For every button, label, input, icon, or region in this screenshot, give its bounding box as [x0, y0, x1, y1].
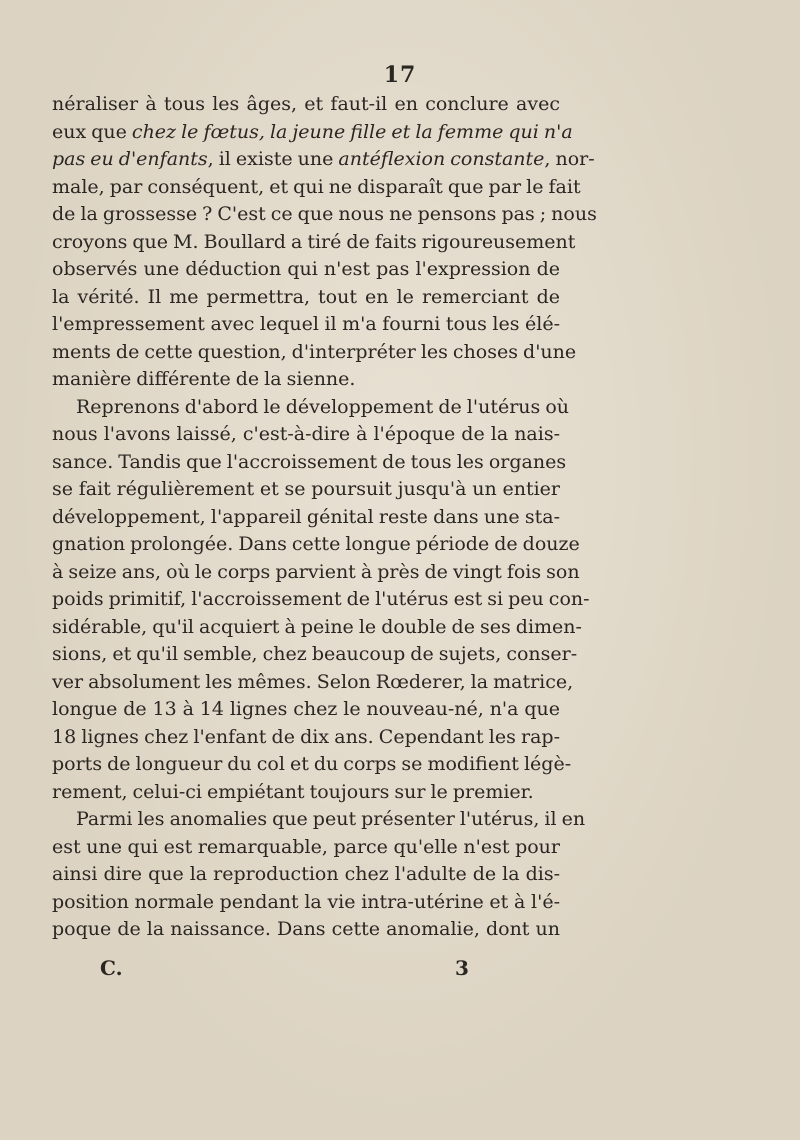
italic-phrase: chez le fœtus, la jeune fille et la femme qui n'a	[131, 120, 573, 143]
text-line: 18 lignes chez l'enfant de dix ans. Cependant les rap-	[52, 725, 560, 748]
text-line: l'empressement avec lequel il m'a fourni tous les élé-	[52, 313, 560, 335]
text-line: ainsi dire que la reproduction chez l'adulte de la dis-	[52, 863, 560, 885]
italic-phrase: pas eu d'enfants	[52, 148, 208, 170]
text-line: la vérité. Il me permettra, tout en le remerciant de	[52, 285, 560, 308]
text-line: observés une déduction qui n'est pas l'expression de	[52, 258, 560, 280]
text-line: à seize ans, où le corps parvient à près de vingt fois son	[52, 560, 580, 583]
body-text	[52, 91, 597, 944]
text-line: Reprenons d'abord le développement de l'utérus où	[76, 395, 569, 418]
text-line: gnation prolongée. Dans cette longue période de douze	[52, 533, 580, 555]
text-line: néraliser à tous les âges, et faut-il en conclure avec	[52, 93, 560, 115]
signature-mark: C.	[100, 956, 123, 980]
text-line: poque de la naissance. Dans cette anomalie, dont un	[52, 918, 560, 940]
text-line: position normale pendant la vie intra-utérine et à l'é-	[52, 890, 560, 913]
sheet-number: 3	[455, 956, 469, 980]
text-line: croyons que M. Boullard a tiré de faits rigoureusement	[52, 230, 576, 253]
text-line: se fait régulièrement et se poursuit jusqu'à un entier	[52, 478, 560, 500]
text-line: Parmi les anomalies que peut présenter l'utérus, il en	[76, 808, 586, 830]
text-line: de la grossesse ? C'est ce que nous ne pensons pas ; nous	[52, 203, 597, 225]
text-line: sance. Tandis que l'accroissement de tous les organes	[52, 450, 567, 473]
page-number: 17	[383, 62, 417, 88]
text-line: est une qui est remarquable, parce qu'elle n'est pour	[52, 835, 560, 858]
text-line: ver absolument les mêmes. Selon Rœderer, la matrice,	[52, 670, 574, 693]
text-line: manière différente de la sienne.	[52, 368, 356, 390]
text-line: sidérable, qu'il acquiert à peine le double de ses dimen-	[52, 615, 582, 638]
text-line: rement, celui-ci empiétant toujours sur le premier.	[52, 780, 534, 803]
text-fragment: eux que	[52, 120, 132, 143]
text-line	[52, 119, 573, 147]
italic-phrase: antéflexion constante	[338, 148, 545, 170]
text-fragment: , nor-	[544, 148, 595, 170]
page-footer	[0, 956, 800, 986]
text-fragment: , il existe une	[207, 148, 339, 170]
text-line: longue de 13 à 14 lignes chez le nouveau-né, n'a que	[52, 698, 560, 720]
text-line: male, par conséquent, et qui ne disparaît que par le fait	[52, 175, 581, 198]
text-line: poids primitif, l'accroissement de l'utérus est si peu con-	[52, 588, 590, 610]
text-line: nous l'avons laissé, c'est-à-dire à l'époque de la nais-	[52, 423, 560, 445]
text-line: ments de cette question, d'interpréter les choses d'une	[52, 340, 577, 363]
text-line: ports de longueur du col et du corps se modifient légè-	[52, 753, 572, 775]
text-line	[52, 146, 595, 174]
text-line: sions, et qu'il semble, chez beaucoup de sujets, conser-	[52, 643, 578, 665]
text-line: développement, l'appareil génital reste dans une sta-	[52, 505, 560, 528]
